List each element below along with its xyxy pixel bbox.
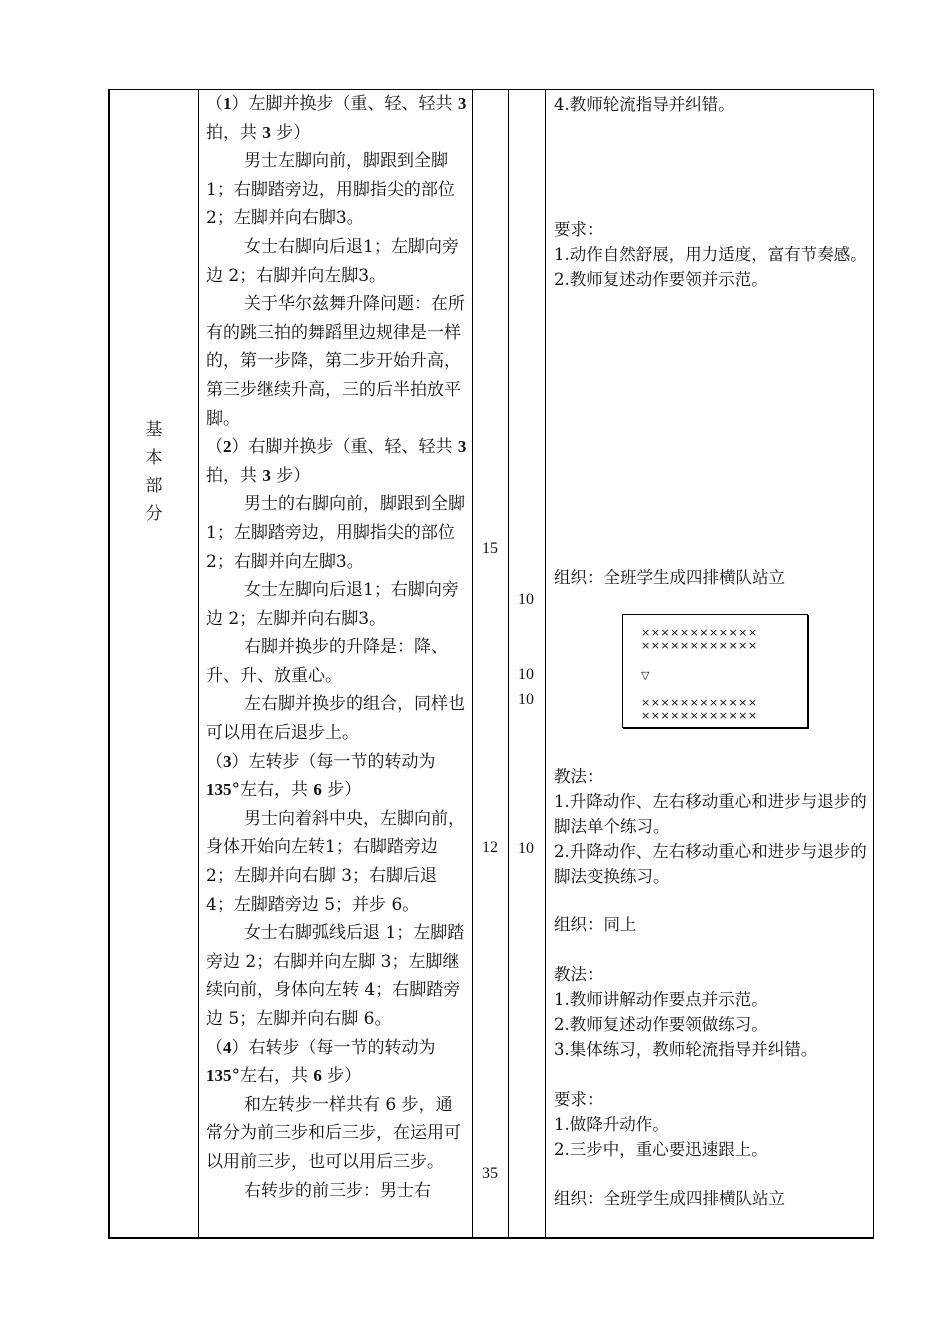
content-paragraph: 男士的右脚向前，脚跟到全脚 1；左脚踏旁边，用脚指尖的部位 2；右脚并向左脚3。 — [206, 494, 465, 572]
content-paragraph: 女士左脚向后退1；右脚向旁边 2；左脚并向右脚3。 — [206, 580, 459, 629]
student-row: ×××××××××××× — [641, 626, 758, 639]
content-paragraph: 和左转步一样共有 6 步，通常分为前三步和后三步，在运用可以用前三步，也可以用后三步。 — [206, 1094, 461, 1172]
teacher-marker-icon: ▽ — [641, 669, 650, 682]
content-paragraph: （2）右脚并换步（重、轻、轻共 3 拍，共 3 步） — [206, 437, 467, 486]
student-row: ×××××××××××× — [641, 639, 758, 652]
content-paragraph: 关于华尔兹舞升降问题：在所有的跳三拍的舞蹈里边规律是一样的，第一步降，第二步开始升高，第三步继续升高，三的后半拍放平脚。 — [206, 294, 465, 429]
time-value: 15 — [482, 540, 498, 557]
content-paragraph: （4）右转步（每一节的转动为 135°左右，共 6 步） — [206, 1037, 436, 1087]
organization-note: 组织：同上 — [554, 915, 637, 934]
section-char: 分 — [145, 504, 163, 524]
column-divider — [198, 90, 199, 1237]
content-paragraph: 左右脚并换步的组合，同样也可以用在后退步上。 — [206, 694, 465, 744]
note-line: 1.做降升动作。 — [554, 1115, 669, 1134]
section-char: 部 — [145, 476, 163, 496]
column-divider — [545, 90, 546, 1237]
note-line: 2.教师复述动作要领做练习。 — [554, 1015, 768, 1034]
section-char: 基 — [145, 420, 163, 440]
note-line: 2.教师复述动作要领并示范。 — [554, 270, 768, 289]
content-paragraph: （3）左转步（每一节的转动为 135°左右，共 6 步） — [206, 751, 436, 801]
note-line: 1.教师讲解动作要点并示范。 — [554, 990, 768, 1009]
section-label — [110, 416, 198, 528]
content-paragraph: 右脚并换步的升降是：降、升、升、放重心。 — [206, 637, 448, 686]
formation-diagram — [622, 614, 808, 728]
note-heading: 要求： — [554, 220, 604, 239]
note-line: 2.三步中，重心要迅速跟上。 — [554, 1140, 768, 1159]
content-paragraph: 女士右脚向后退1；左脚向旁边 2；右脚并向左脚3。 — [206, 236, 459, 286]
column-divider — [508, 90, 509, 1237]
note-line: 4.教师轮流指导并纠错。 — [554, 95, 735, 114]
count-value: 10 — [518, 666, 534, 683]
note-heading: 教法： — [554, 965, 604, 984]
requirements-block — [554, 217, 872, 292]
note-line: 2.升降动作、左右移动重心和进步与退步的脚法变换练习。 — [554, 842, 867, 886]
time-value: 35 — [482, 1165, 498, 1182]
note-line: 3.集体练习，教师轮流指导并纠错。 — [554, 1040, 818, 1059]
method-block — [554, 764, 872, 889]
organization-note: 组织：全班学生成四排横队站立 — [554, 1189, 785, 1208]
note-line: 1.升降动作、左右移动重心和进步与退步的脚法单个练习。 — [554, 792, 867, 836]
content-column — [206, 90, 468, 1205]
content-paragraph: （1）左脚并换步（重、轻、轻共 3 拍，共 3 步） — [206, 94, 467, 143]
time-value: 12 — [482, 839, 498, 856]
organization-note: 组织：全班学生成四排横队站立 — [554, 568, 785, 587]
section-char: 本 — [145, 448, 163, 468]
student-row: ×××××××××××× — [641, 696, 758, 709]
content-paragraph: 右转步的前三步：男士右 — [244, 1180, 431, 1201]
content-paragraph: 男士左脚向前，脚跟到全脚 1；右脚踏旁边，用脚指尖的部位 2；左脚并向右脚3。 — [206, 151, 455, 229]
count-value: 10 — [518, 691, 534, 708]
student-row: ×××××××××××× — [641, 709, 758, 722]
count-value: 10 — [518, 591, 534, 608]
lesson-plan-table — [108, 89, 874, 1239]
method-block — [554, 962, 872, 1062]
count-value: 10 — [518, 840, 534, 857]
note-line: 1.动作自然舒展，用力适度，富有节奏感。 — [554, 245, 867, 264]
content-paragraph: 男士向着斜中央，左脚向前，身体开始向左转1；右脚踏旁边 2；左脚并向右脚 3；右脚后退 4；左脚踏旁边 5；并步 6。 — [206, 808, 465, 915]
note-heading: 要求： — [554, 1090, 604, 1109]
note-heading: 教法： — [554, 767, 604, 786]
requirements-block — [554, 1087, 872, 1162]
content-paragraph: 女士右脚弧线后退 1；左脚踏旁边 2；右脚并向左脚 3；左脚继续向前，身体向左转 4；右脚踏旁边 5；左脚并向右脚 6。 — [206, 923, 465, 1029]
column-divider — [472, 90, 473, 1237]
